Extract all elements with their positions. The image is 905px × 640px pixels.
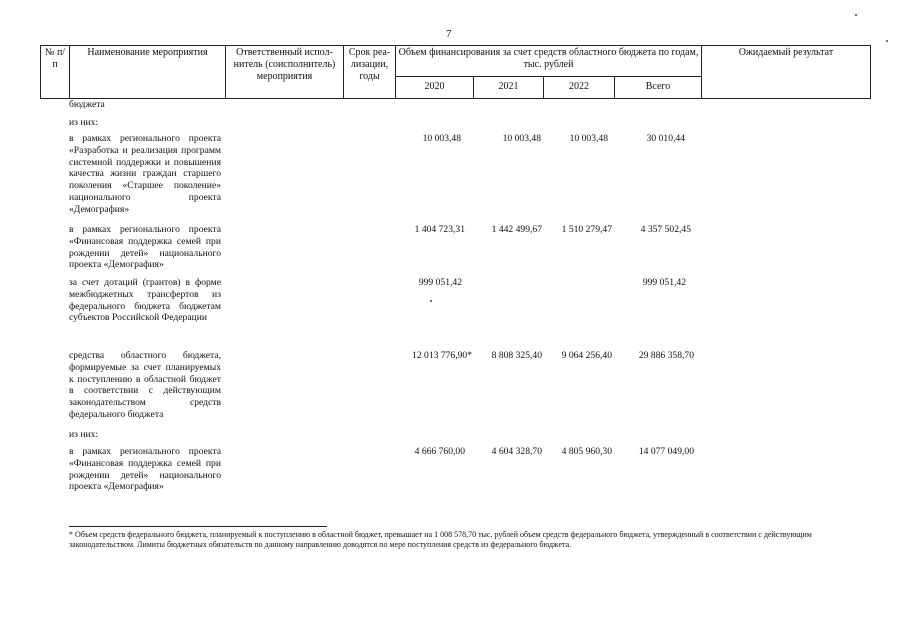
value-2022: 1 510 279,47	[561, 224, 612, 235]
row-name: из них:	[69, 429, 99, 440]
scan-speck	[886, 40, 888, 42]
footnote-separator	[69, 526, 327, 527]
table-header	[40, 45, 871, 99]
value-total: 30 010,44	[646, 133, 685, 144]
header-result: Ожидаемый результат	[702, 46, 871, 99]
footnote: * Объем средств федерального бюджета, планируемый к поступлению в областной бюджет, превышает на 1 008 578,70 тыс. рублей объем средств федерального бюджета, утвержденный в соответствии с действующим законодательством. Лимиты бюджетных обязательств по данному направлению доводятся по мере поступления средств из федерального бюджета.	[69, 530, 812, 549]
value-2020: 10 003,48	[422, 133, 461, 144]
header-total: Всего	[615, 76, 702, 98]
row-name: за счет дотаций (грантов) в форме межбюджетных трансфертов из федерального бюджета бюджетам субъектов Российской Федерации	[69, 277, 221, 324]
value-2020: 12 013 776,90*	[412, 350, 472, 361]
row-name: в рамках регионального проекта «Финансовая поддержка семей при рождении детей» национального проекта «Демография»	[69, 224, 221, 271]
header-term: Срок реа-лизации, годы	[344, 46, 396, 99]
value-2021: 4 604 328,70	[491, 446, 542, 457]
header-name: Наименование мероприятия	[70, 46, 226, 99]
value-2020: 1 404 723,31	[414, 224, 465, 235]
header-responsible: Ответственный испол-нитель (соисполнитель) мероприятия	[226, 46, 344, 99]
value-total: 14 077 049,00	[638, 446, 694, 457]
value-2020: 999 051,42	[418, 277, 462, 288]
header-year-2020: 2020	[396, 76, 474, 98]
row-name: из них:	[69, 117, 99, 128]
value-2022: 4 805 960,30	[561, 446, 612, 457]
header-num: № п/п	[41, 46, 70, 99]
row-name: бюджета	[69, 99, 105, 110]
value-total: 4 357 502,45	[640, 224, 691, 235]
page-number: 7	[446, 28, 452, 40]
row-name: в рамках регионального проекта «Финансовая поддержка семей при рождении детей» национального проекта «Демография»	[69, 446, 221, 493]
value-total: 29 886 358,70	[638, 350, 694, 361]
value-2020: 4 666 760,00	[414, 446, 465, 457]
row-name: в рамках регионального проекта «Разработка и реализация программ системной поддержки и повышения качества жизни граждан старшего поколения «Старшее поколение» национального проекта «Демография»	[69, 133, 221, 215]
value-total: 999 051,42	[642, 277, 686, 288]
header-year-2022: 2022	[544, 76, 615, 98]
value-2022: 10 003,48	[569, 133, 608, 144]
scan-speck	[430, 300, 432, 302]
scan-speck	[855, 14, 857, 16]
value-2021: 1 442 499,67	[491, 224, 542, 235]
row-name: средства областного бюджета, формируемые за счет планируемых к поступлению в областной бюджет в соответствии с действующим законодательством средств федерального бюджета	[69, 350, 221, 420]
value-2021: 10 003,48	[502, 133, 541, 144]
value-2021: 8 808 325,40	[491, 350, 542, 361]
header-financing: Объем финансирования за счет средств областного бюджета по годам, тыс. рублей	[396, 46, 702, 77]
value-2022: 9 064 256,40	[561, 350, 612, 361]
header-year-2021: 2021	[474, 76, 544, 98]
